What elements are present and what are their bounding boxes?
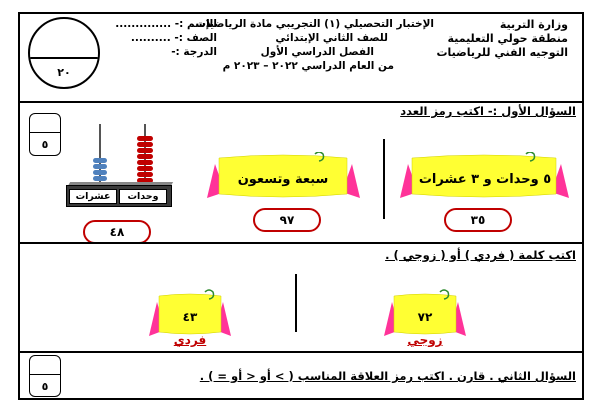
tens-beads bbox=[93, 158, 107, 182]
exam-title: الإختبار التحصيلي (١) التجريبي مادة الرياضيات bbox=[195, 18, 434, 30]
year-text: من العام الدراسي ٢٠٢٢ – ٢٠٢٣ م bbox=[222, 60, 394, 72]
parity-card1-answer: زوجي bbox=[407, 333, 443, 347]
question1-score-box bbox=[29, 113, 61, 156]
question2-score-box bbox=[29, 355, 61, 397]
units-beads bbox=[137, 136, 153, 184]
question2-score: ٥ bbox=[41, 380, 49, 393]
parity-card1-number: ٧٢ bbox=[417, 310, 433, 324]
question1-divider bbox=[383, 139, 385, 219]
question1-score: ٥ bbox=[41, 138, 49, 151]
name-field: الإسم :- .............. bbox=[115, 18, 217, 30]
question1-title: السؤال الأول :- اكتب رمز العدد bbox=[400, 104, 576, 118]
grade-line: للصف الثاني الإبتدائي bbox=[275, 32, 388, 44]
total-score: ٢٠ bbox=[57, 66, 71, 79]
exam-page bbox=[18, 12, 584, 400]
ministry-text: وزارة التربية bbox=[499, 18, 568, 31]
abacus bbox=[66, 122, 176, 207]
parity-card2-answer: فردي bbox=[173, 333, 207, 347]
abacus-tens-label: عشرات bbox=[69, 189, 117, 204]
class-field: الصف :- .......... bbox=[130, 32, 217, 44]
total-score-circle bbox=[28, 17, 100, 89]
answer-oval-3: ٤٨ bbox=[83, 220, 151, 244]
term-text: الفصل الدراسي الأول bbox=[260, 46, 374, 58]
abacus-units-label: وحدات bbox=[119, 189, 167, 204]
score-field: الدرجة :- bbox=[171, 46, 217, 58]
parity-card2-number: ٤٣ bbox=[182, 310, 198, 324]
supervision-text: التوجيه الفني للرياضيات bbox=[436, 46, 568, 59]
card2-text: سبعة وتسعون bbox=[237, 172, 329, 187]
region-text: منطقة حولي التعليمية bbox=[447, 32, 568, 45]
card1-text: ٥ وحدات و ٣ عشرات bbox=[418, 172, 552, 187]
question2-title: السؤال الثاني . قارن . اكتب رمز العلاقة المناسب ( > أو < أو = ) . bbox=[199, 369, 576, 383]
odd-even-title: اكتب كلمة ( فردي ) أو ( زوجي ) . bbox=[385, 248, 576, 262]
answer-oval-1: ٣٥ bbox=[444, 208, 512, 232]
odd-even-divider bbox=[295, 274, 297, 332]
answer-oval-2: ٩٧ bbox=[253, 208, 321, 232]
